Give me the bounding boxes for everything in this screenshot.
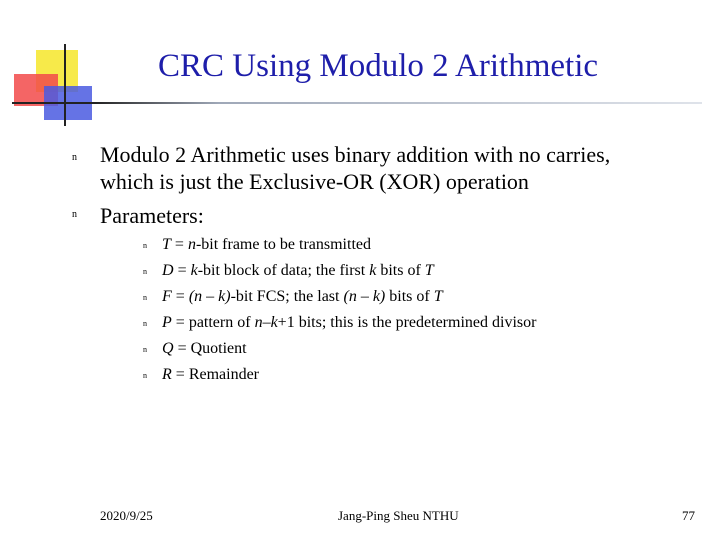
sub-bullet-marker: n <box>143 371 147 380</box>
bullet-modulo2: Modulo 2 Arithmetic uses binary addition with no carries, which is just the Exclusive-OR (XOR) operation <box>100 142 611 194</box>
param-D: D = k-bit block of data; the first k bits of T <box>162 262 434 279</box>
param-R: R = Remainder <box>162 366 260 383</box>
sub-bullet-marker: n <box>143 293 147 302</box>
slide-title: CRC Using Modulo 2 Arithmetic <box>157 48 599 84</box>
sub-bullet-marker: n <box>143 241 147 250</box>
decor-horizontal-rule <box>12 102 702 104</box>
param-F: F = (n – k)-bit FCS; the last (n – k) bits of T <box>162 288 443 305</box>
footer-author: Jang-Ping Sheu NTHU <box>338 508 459 523</box>
page-number: 77 <box>682 508 695 523</box>
sub-bullet-marker: n <box>143 345 147 354</box>
decor-vertical-line <box>64 44 66 126</box>
bullet-marker: n <box>72 152 77 163</box>
footer-date: 2020/9/25 <box>100 508 153 523</box>
sub-bullet-marker: n <box>143 319 147 328</box>
bullet-marker: n <box>72 209 77 220</box>
bullet-parameters: Parameters: <box>100 203 204 228</box>
param-P: P = pattern of n–k+1 bits; this is the predetermined divisor <box>162 314 537 331</box>
param-T: T = n-bit frame to be transmitted <box>162 236 371 253</box>
param-Q: Q = Quotient <box>162 340 247 357</box>
sub-bullet-marker: n <box>143 267 147 276</box>
